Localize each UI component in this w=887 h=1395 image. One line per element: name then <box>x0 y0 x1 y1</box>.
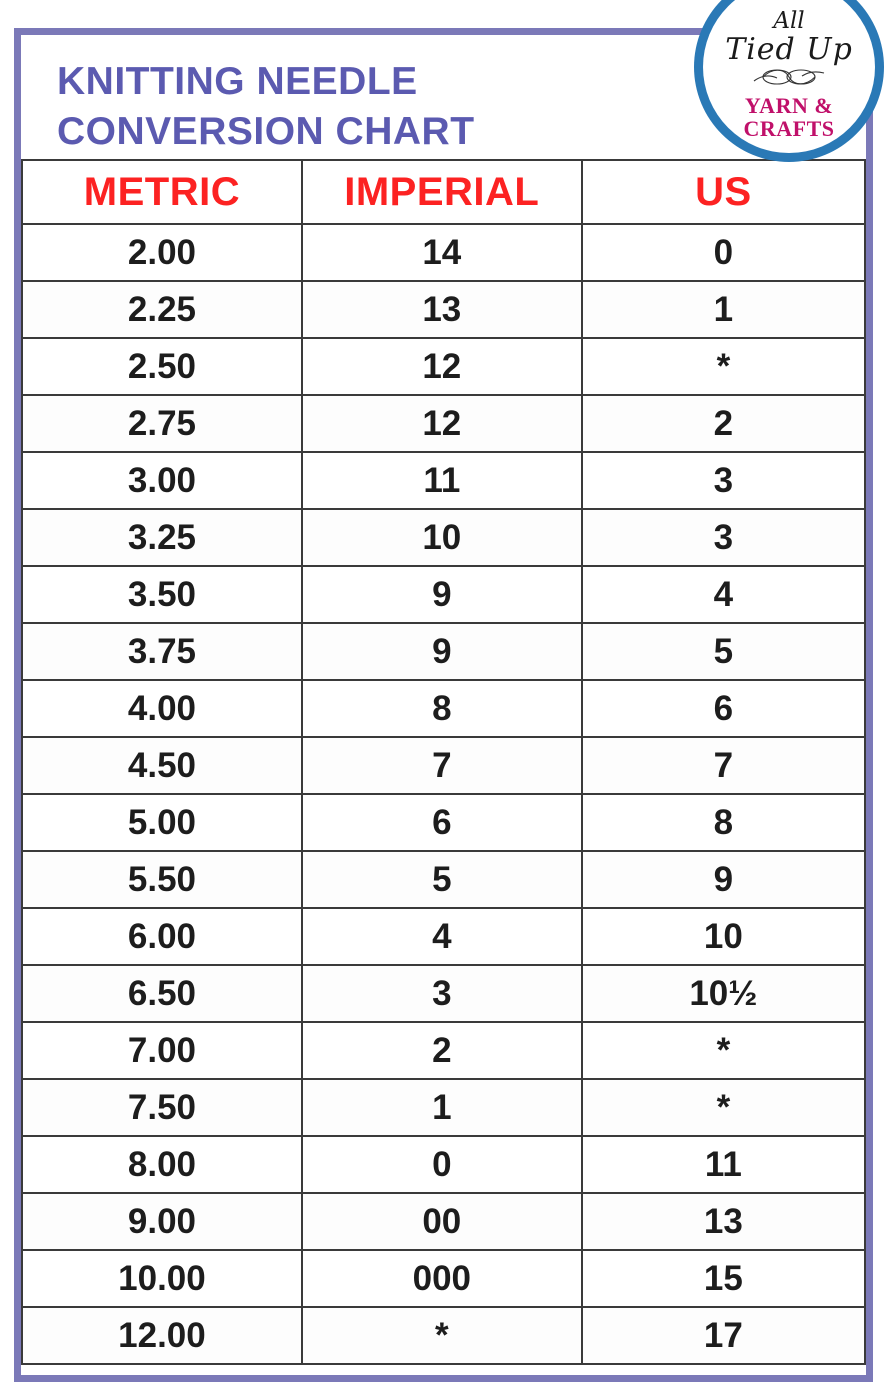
cell-us: 6 <box>582 680 865 737</box>
cell-us: * <box>582 338 865 395</box>
cell-metric: 2.75 <box>22 395 302 452</box>
cell-metric: 3.50 <box>22 566 302 623</box>
cell-us: 15 <box>582 1250 865 1307</box>
cell-metric: 3.75 <box>22 623 302 680</box>
cell-imperial: 1 <box>302 1079 582 1136</box>
cell-imperial: * <box>302 1307 582 1364</box>
table-row <box>22 1079 865 1136</box>
cell-imperial: 11 <box>302 452 582 509</box>
cell-imperial: 9 <box>302 623 582 680</box>
cell-metric: 5.50 <box>22 851 302 908</box>
cell-us: 13 <box>582 1193 865 1250</box>
table-row <box>22 1250 865 1307</box>
cell-imperial: 9 <box>302 566 582 623</box>
table-row <box>22 1193 865 1250</box>
brand-logo <box>694 0 884 162</box>
cell-metric: 2.00 <box>22 224 302 281</box>
table-row <box>22 623 865 680</box>
cell-us: 10½ <box>582 965 865 1022</box>
cell-us: 10 <box>582 908 865 965</box>
cell-metric: 4.00 <box>22 680 302 737</box>
cell-imperial: 5 <box>302 851 582 908</box>
cell-imperial: 10 <box>302 509 582 566</box>
table-row <box>22 395 865 452</box>
cell-imperial: 12 <box>302 395 582 452</box>
cell-metric: 6.50 <box>22 965 302 1022</box>
cell-metric: 8.00 <box>22 1136 302 1193</box>
cell-imperial: 4 <box>302 908 582 965</box>
table-row <box>22 281 865 338</box>
column-header-imperial: IMPERIAL <box>302 160 582 224</box>
table-row <box>22 737 865 794</box>
cell-metric: 7.00 <box>22 1022 302 1079</box>
cell-us: 1 <box>582 281 865 338</box>
table-body <box>22 224 865 1364</box>
page-title-line-1: KNITTING NEEDLE <box>57 60 418 103</box>
table-row <box>22 1307 865 1364</box>
cell-metric: 9.00 <box>22 1193 302 1250</box>
page-title-line-2: CONVERSION CHART <box>57 109 475 153</box>
table-row <box>22 1136 865 1193</box>
cell-us: 2 <box>582 395 865 452</box>
table-row <box>22 338 865 395</box>
column-header-us: US <box>582 160 865 224</box>
cell-imperial: 000 <box>302 1250 582 1307</box>
cell-us: * <box>582 1079 865 1136</box>
cell-imperial: 0 <box>302 1136 582 1193</box>
logo-script-line-1: All <box>773 8 805 35</box>
cell-metric: 12.00 <box>22 1307 302 1364</box>
cell-metric: 3.00 <box>22 452 302 509</box>
cell-metric: 2.50 <box>22 338 302 395</box>
table-row <box>22 908 865 965</box>
table-header-row <box>22 160 865 224</box>
cell-metric: 3.25 <box>22 509 302 566</box>
yarn-swirl-icon <box>752 66 826 93</box>
cell-us: 8 <box>582 794 865 851</box>
cell-us: 9 <box>582 851 865 908</box>
table-row <box>22 1022 865 1079</box>
cell-metric: 7.50 <box>22 1079 302 1136</box>
cell-imperial: 7 <box>302 737 582 794</box>
cell-imperial: 2 <box>302 1022 582 1079</box>
conversion-chart-card <box>14 28 873 1382</box>
column-header-metric: METRIC <box>22 160 302 224</box>
cell-us: 5 <box>582 623 865 680</box>
cell-imperial: 3 <box>302 965 582 1022</box>
cell-imperial: 13 <box>302 281 582 338</box>
cell-us: 11 <box>582 1136 865 1193</box>
cell-metric: 5.00 <box>22 794 302 851</box>
cell-us: * <box>582 1022 865 1079</box>
cell-us: 7 <box>582 737 865 794</box>
cell-us: 3 <box>582 452 865 509</box>
cell-us: 4 <box>582 566 865 623</box>
cell-imperial: 8 <box>302 680 582 737</box>
table-row <box>22 965 865 1022</box>
table-row <box>22 509 865 566</box>
table-row <box>22 452 865 509</box>
cell-us: 17 <box>582 1307 865 1364</box>
table-row <box>22 224 865 281</box>
cell-imperial: 12 <box>302 338 582 395</box>
logo-red-line-2: CRAFTS <box>743 115 835 141</box>
logo-red-line-1: YARN & <box>744 93 834 119</box>
cell-imperial: 6 <box>302 794 582 851</box>
cell-metric: 2.25 <box>22 281 302 338</box>
table-row <box>22 566 865 623</box>
cell-metric: 4.50 <box>22 737 302 794</box>
cell-imperial: 00 <box>302 1193 582 1250</box>
cell-us: 0 <box>582 224 865 281</box>
table-row <box>22 680 865 737</box>
cell-metric: 10.00 <box>22 1250 302 1307</box>
cell-metric: 6.00 <box>22 908 302 965</box>
cell-us: 3 <box>582 509 865 566</box>
logo-script-line-2: Tied Up <box>725 32 853 68</box>
conversion-table <box>21 159 866 1365</box>
table-row <box>22 851 865 908</box>
cell-imperial: 14 <box>302 224 582 281</box>
table-row <box>22 794 865 851</box>
